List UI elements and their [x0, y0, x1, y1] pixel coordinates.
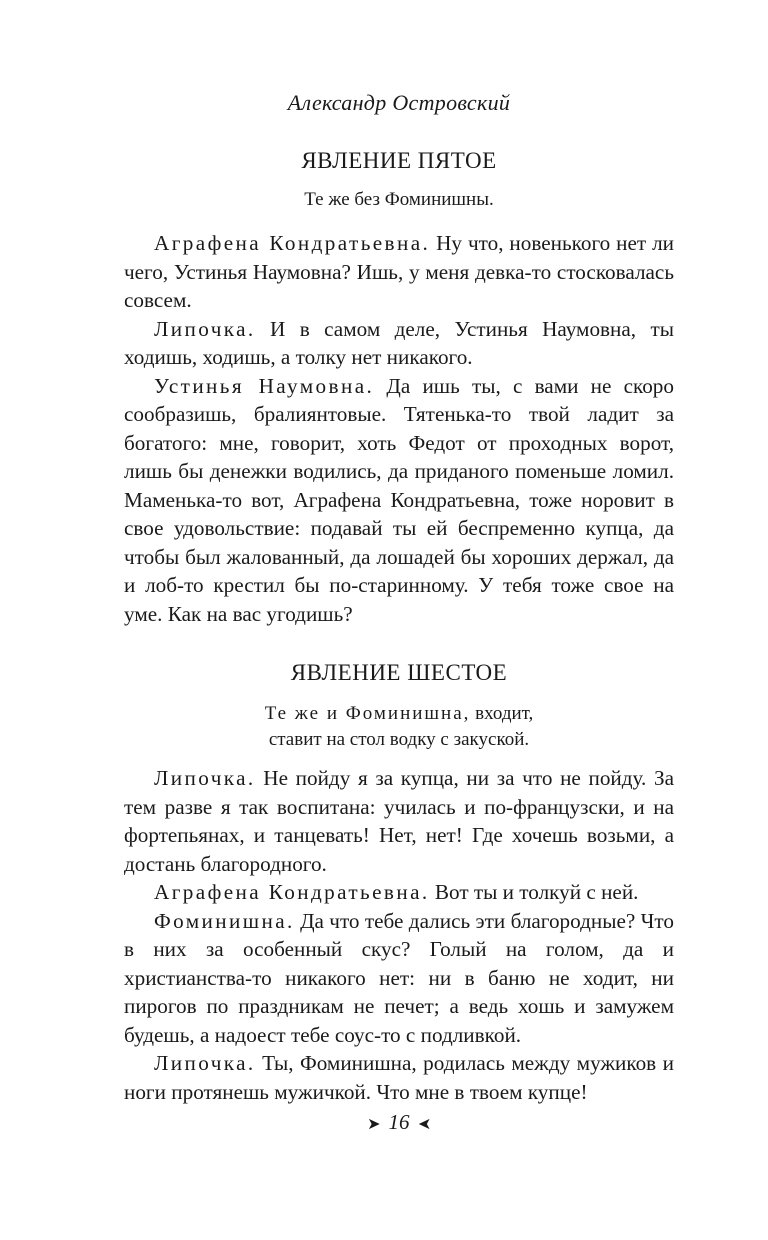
stage-direction: Те же без Фоминишны. — [304, 189, 494, 210]
speaker-name: Аграфена Кондратьевна. — [154, 231, 431, 255]
dialogue-line — [124, 878, 674, 907]
stage-text: входит, — [470, 703, 534, 724]
dialogue-text: Ты, Фоминишна, родилась между мужиков и ноги протянешь мужичкой. Что мне в твоем купце! — [124, 1051, 674, 1104]
page-number: 16 — [388, 1110, 410, 1134]
dialogue-text: Ну что, новенького нет ли чего, Устинья Наумовна? Ишь, у меня девка-то стосковалась совсем. — [124, 231, 674, 312]
dialogue-text: Вот ты и толкуй с ней. — [429, 880, 639, 904]
dialogue-line — [124, 372, 674, 629]
scene-text — [124, 764, 674, 1106]
stage-character: Те же и Фоминишна, — [264, 703, 471, 724]
book-page — [124, 0, 674, 1240]
ornament-right-arrow-icon: ➤ — [367, 1116, 381, 1133]
dialogue-line — [124, 315, 674, 372]
stage-line — [124, 701, 674, 727]
speaker-name: Фоминишна. — [154, 908, 295, 933]
speaker-name: Липочка. — [154, 316, 256, 341]
scene-title: ЯВЛЕНИЕ ПЯТОЕ — [301, 148, 497, 173]
dialogue-text: Да ишь ты, с вами не скоро сообразишь, бралиянтовые. Тятенька-то твой ладит за богатого: мне, говорит, хоть Федот от проходных ворот, лишь бы денежки водились, да приданого поменьше ломил. Маменька-то вот, Аграфена Кондратьевна, тоже норовит в свое удовольствие: подавай ты ей беспременно купца, да чтобы был жалованный, да лошадей бы хороших держал, да и лоб-то крестил бы по-старинному. У тебя тоже свое на уме. Как на вас угодишь? — [124, 373, 674, 626]
dialogue-text: Не пойду я за купца, ни за что не пойду. За тем разве я так воспитана: училась и по-французски, и на фортепьянах, и танцевать! Нет, нет! Где хочешь возьми, а достань благородного. — [124, 766, 674, 876]
dialogue-line — [124, 764, 674, 878]
speaker-name: Аграфена Кондратьевна. — [154, 880, 430, 904]
dialogue-line — [124, 907, 674, 1050]
dialogue-line — [124, 1049, 674, 1106]
running-head: Александр Островский — [287, 90, 511, 115]
dialogue-line — [124, 229, 674, 315]
speaker-name: Липочка. — [154, 1051, 256, 1075]
scene-title: ЯВЛЕНИЕ ШЕСТОЕ — [290, 660, 508, 685]
ornament-left-arrow-icon: ➤ — [417, 1116, 431, 1133]
dialogue-text: И в самом деле, Устинья Наумовна, ты ходишь, ходишь, а толку нет никакого. — [124, 316, 674, 369]
scene-text — [124, 229, 674, 628]
stage-direction — [124, 701, 674, 753]
dialogue-text: Да что тебе дались эти благородные? Что в них за особенный скус? Голый на голом, да и христианства-то никакого нет: ни в баню не ходит, ни пирогов по праздникам не печет; а ведь хошь и замужем будешь, а надоест тебе соус-то с подливкой. — [124, 908, 674, 1047]
page-number-footer — [124, 1110, 674, 1135]
speaker-name: Липочка. — [154, 766, 256, 790]
stage-line: ставит на стол водку с закуской. — [268, 729, 530, 750]
speaker-name: Устинья Наумовна. — [154, 373, 375, 398]
